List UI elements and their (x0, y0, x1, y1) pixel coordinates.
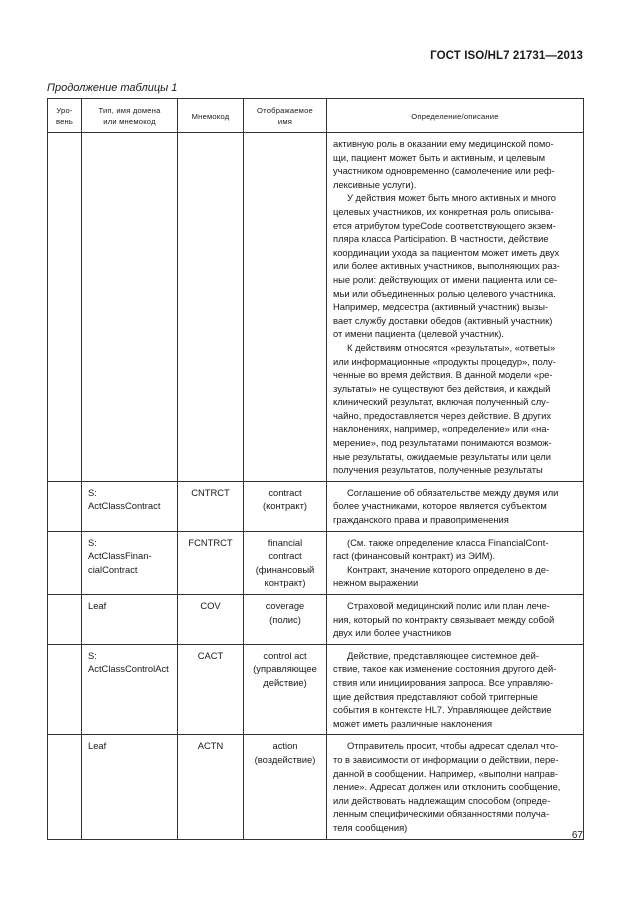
column-header-display-name: Отображаемое имя (244, 99, 327, 133)
cell-type-name: S: ActClassFinan- cialContract (82, 531, 178, 594)
table-row (48, 644, 584, 735)
table-header-row (48, 99, 584, 133)
cell-definition (327, 531, 584, 594)
definition-paragraph: (См. также определение класса FinancialCont- ract (финансовый контракт) из ЭИМ). (333, 536, 549, 562)
cell-display-name: coverage (полис) (244, 595, 327, 645)
page-header-standard: ГОСТ ISO/HL7 21731—2013 (430, 50, 583, 62)
cell-mnemonic: CNTRCT (178, 481, 244, 531)
definition-paragraph: активную роль в оказании ему медицинской помо- щи, пациент может быть и активным, и целевым участником одновременно (самолечение или реф- лексивные услуги). (333, 138, 555, 190)
cell-level (48, 735, 82, 839)
cell-display-name: action (воздействие) (244, 735, 327, 839)
cell-type-name: S: ActClassContract (82, 481, 178, 531)
cell-mnemonic (178, 133, 244, 482)
table-row (48, 595, 584, 645)
cell-level (48, 133, 82, 482)
cell-definition (327, 133, 584, 482)
cell-type-name: S: ActClassControlAct (82, 644, 178, 735)
cell-level (48, 481, 82, 531)
cell-type-name: Leaf (82, 735, 178, 839)
cell-level (48, 531, 82, 594)
cell-type-name: Leaf (82, 595, 178, 645)
cell-definition (327, 481, 584, 531)
table-row (48, 481, 584, 531)
definition-paragraph: Страховой медицинский полис или план лече- ния, который по контракту связывает между собой двух или более участников (333, 600, 555, 639)
cell-definition (327, 595, 584, 645)
definition-paragraph: Соглашение об обязательстве между двумя или более участниками, которое является субъектом гражданского права и правоприменения (333, 486, 559, 526)
table-row (48, 531, 584, 594)
definition-paragraph: К действиям относятся «результаты», «ответы» или информационные «продукты процедур», полу- ченные во время действия. В данной модели «ре- зультаты» не существуют без действия, и каждый клинический результат, включая полученный слу- чайно, предоставляется через действие. В других наклонениях, например, «определение» или «на- мерение», под результатами понимаются возмож- ные результаты, ожидаемые результаты или цели получения результатов, полученные результаты (333, 341, 556, 476)
cell-display-name: contract (контракт) (244, 481, 327, 531)
cell-type-name (82, 133, 178, 482)
cell-display-name (244, 133, 327, 482)
cell-definition (327, 644, 584, 735)
column-header-type-name: Тип, имя домена или мнемокод (82, 99, 178, 133)
table-caption: Продолжение таблицы 1 (47, 82, 178, 94)
table-row (48, 735, 584, 839)
cell-level (48, 644, 82, 735)
cell-mnemonic: FCNTRCT (178, 531, 244, 594)
cell-mnemonic: CACT (178, 644, 244, 735)
definition-paragraph: Отправитель просит, чтобы адресат сделал что- то в зависимости от информации о действии, пере- данной в сообщении. Например, «выполни направ- ление». Адресат должен или отклонить сообщение, или действовать надлежащим способом (опреде- ленным специфическими обязанностями получа- теля сообщения) (333, 740, 561, 833)
column-header-definition: Определение/описание (327, 99, 584, 133)
classification-table (47, 98, 584, 840)
definition-paragraph: У действия может быть много активных и много целевых участников, их конкретная роль описыва- ется атрибутом typeCode соответствующего экзем- пляра класса Participation. В частности, действие координации ухода за пациентом может иметь двух или более активных участников, выполняющих раз- ные роли: действующих от имени пациента или се- мьи или объединенных ролью целевого участника. Например, медсестра (активный участник) вызы- вает службу доставки обедов (активный участник) от имени пациента (целевой участник). (333, 192, 560, 340)
column-header-level: Уро- вень (48, 99, 82, 133)
cell-definition (327, 735, 584, 839)
cell-mnemonic: ACTN (178, 735, 244, 839)
column-header-mnemonic: Мнемокод (178, 99, 244, 133)
cell-display-name: financial contract (финансовый контракт) (244, 531, 327, 594)
cell-display-name: control act (управляющее действие) (244, 644, 327, 735)
cell-mnemonic: COV (178, 595, 244, 645)
table-row (48, 133, 584, 482)
page-number: 67 (571, 830, 583, 841)
definition-paragraph: Действие, представляющее системное дей- ствие, такое как изменение состояния другого дей- ствия или инициирования запроса. Все управляю- щие действия представляют собой триггерные события в контексте HL7. Управляющее действие может иметь различные наклонения (333, 649, 557, 729)
table-body (48, 133, 584, 840)
definition-paragraph: Контракт, значение которого определено в де- нежном выражении (333, 563, 550, 589)
cell-level (48, 595, 82, 645)
